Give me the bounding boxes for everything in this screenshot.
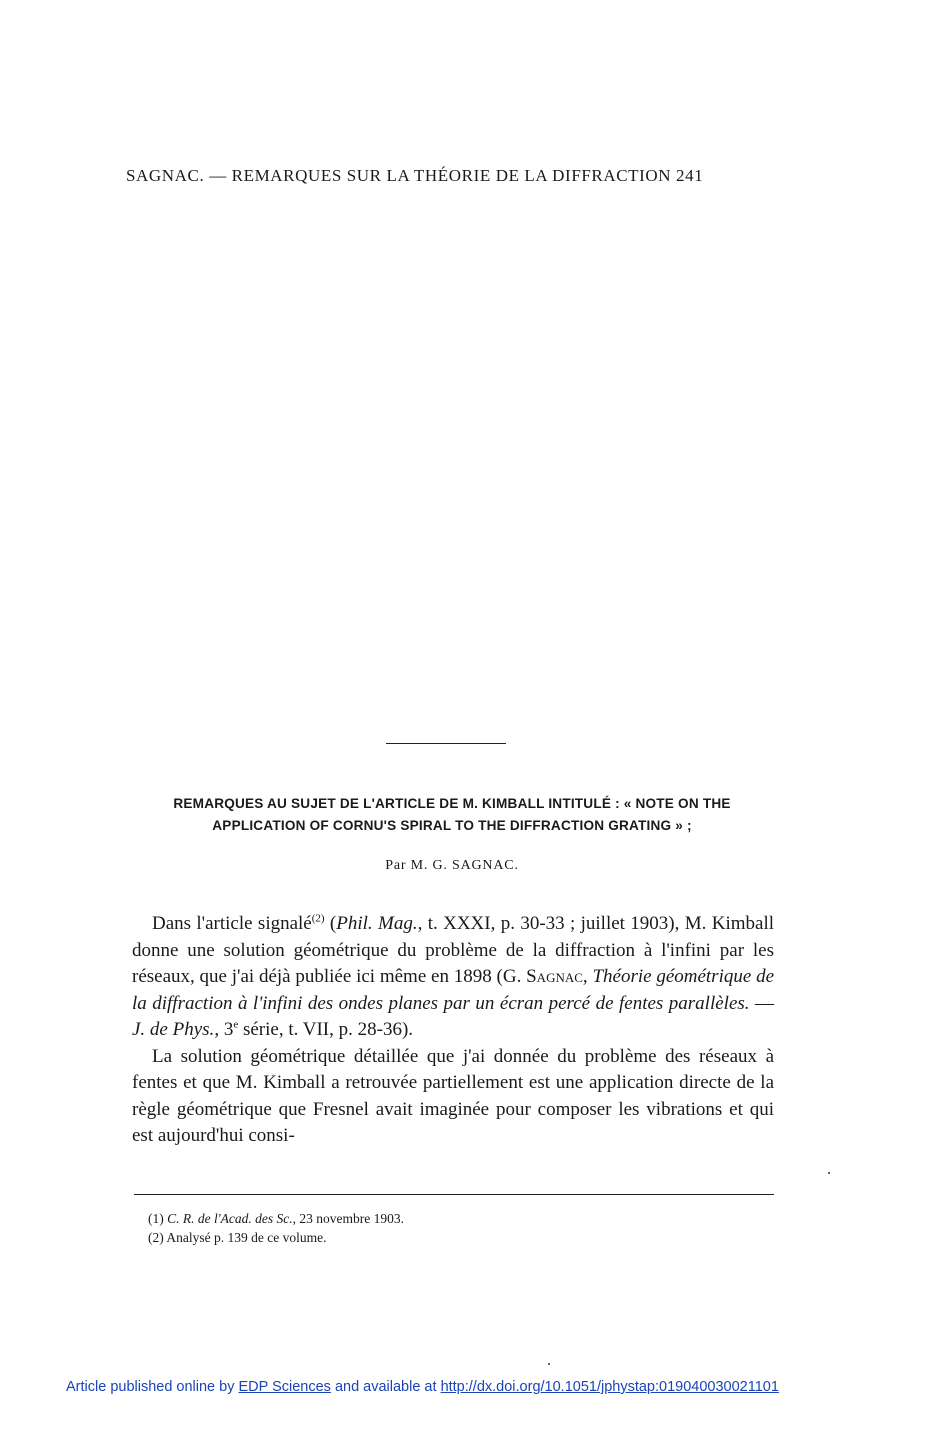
footnotes — [148, 1209, 768, 1247]
footnote-ref: (2) — [311, 912, 325, 925]
journal-name: Phil. Mag. — [336, 913, 418, 934]
footnote-1: (1) C. R. de l'Acad. des Sc., 23 novembre 1903. — [148, 1211, 404, 1226]
running-head: SAGNAC. — REMARQUES SUR LA THÉORIE DE LA DIFFRACTION 241 — [126, 166, 704, 185]
footnote-rule — [134, 1194, 774, 1195]
publisher-notice: Article published online by EDP Sciences and available at http://dx.doi.org/10.1051/jphystap:019040030021101 — [66, 1379, 779, 1395]
author-name: Sagnac — [526, 966, 583, 987]
byline: Par M. G. SAGNAC. — [385, 858, 519, 873]
edp-sciences-link[interactable]: EDP Sciences — [238, 1379, 331, 1395]
title-line-2: APPLICATION OF CORNU'S SPIRAL TO THE DIFFRACTION GRATING » ; — [212, 818, 692, 833]
article-body — [132, 911, 774, 1150]
reference-journal: J. de Phys. — [132, 1019, 215, 1040]
speck — [548, 1363, 550, 1365]
doi-link[interactable]: http://dx.doi.org/10.1051/jphystap:019040030021101 — [440, 1379, 779, 1395]
paragraph-1: Dans l'article signalé$^{(2)}$ (Phil. Mag., t. XXXI, p. 30-33 ; juillet 1903), M. Kimball donne une solution géométrique du problème de la diffraction à l'infini par les réseaux, que j'ai déjà publiée ici même en 1898 (G. Sagnac, Théorie géométrique de la diffraction à l'infini des ondes planes par un écran percé de fentes parallèles. — J. de Phys., 3e série, t. VII, p. 28-36). — [132, 912, 775, 1040]
separator-rule — [386, 743, 506, 744]
reference-title: Théorie géométrique de la diffraction à l'infini des ondes planes par un écran percé de fentes parallèles. — [132, 966, 775, 1014]
article-title — [126, 793, 778, 837]
footnote-2: (2) Analysé p. 139 de ce volume. — [148, 1230, 327, 1245]
speck — [828, 1172, 830, 1174]
paragraph-2: La solution géométrique détaillée que j'ai donnée du problème des réseaux à fentes et que M. Kimball a retrouvée partiellement est une application directe de la règle géométrique que Fresnel avait imaginée pour composer les vibrations et qui est aujourd'hui consi- — [132, 1045, 774, 1146]
title-line-1: REMARQUES AU SUJET DE L'ARTICLE DE M. KIMBALL INTITULÉ : « NOTE ON THE — [173, 796, 731, 811]
